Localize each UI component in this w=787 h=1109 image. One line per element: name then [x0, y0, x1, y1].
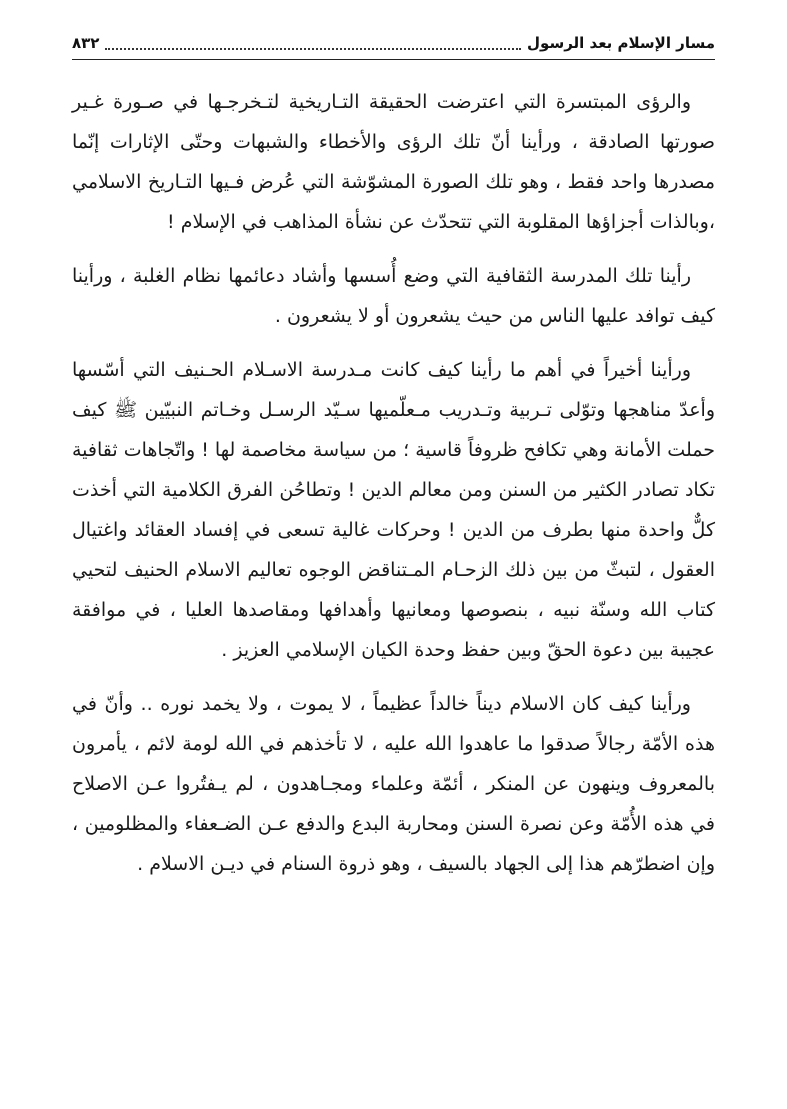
leader-dots — [105, 48, 521, 50]
paragraph-2: رأينا تلك المدرسة الثقافية التي وضع أُسسها وأشاد دعائمها نظام الغلبة ، ورأينا كيف توافد عليها الناس من حيث يشعرون أو لا يشعرون . — [72, 265, 715, 327]
page-number: ٨٣٢ — [72, 34, 100, 52]
header-rule — [72, 59, 715, 60]
paragraph-3: ورأينا أخيراً في أهم ما رأينا كيف كانت مـدرسة الاسـلام الحـنيف التي أسّسها وأعدّ مناهجها وتوّلى تـربية وتـدريب مـعلّميها سـيّد الرسـل وخـاتم النبيّين ﷺ كيف حملت الأمانة وهي تكافح ظروفاً قاسية ؛ من سياسة مخاصمة لها ! واتّجاهات ثقافية تكاد تصادر الكثير من السنن ومن معالم الدين ! وتطاحُن الفرق الكلامية التي أخذت كلٌّ واحدة منها بطرف من الدين ! وحركات غالية تسعى في إفساد العقائد واغتيال العقول ، لتبثّ من بين ذلك الزحـام المـتناقض الوجوه تعاليم الاسلام الحنيف لتحيي كتاب الله وسنّة نبيه ، بنصوصها ومعانيها وأهدافها ومقاصدها العليا ، في موافقة عجيبة بين دعوة الحقّ وبين حفظ وحدة الكيان الإسلامي العزيز . — [72, 359, 715, 661]
running-title: مسار الإسلام بعد الرسول — [527, 34, 715, 52]
paragraph-4: ورأينا كيف كان الاسلام ديناً خالداً عظيماً ، لا يموت ، ولا يخمد نوره .. وأنّ في هذه الأمّة رجالاً صدقوا ما عاهدوا الله عليه ، لا تأخذهم في الله لومة لائم ، يأمرون بالمعروف وينهون عن المنكر ، أئمّة وعلماء ومجـاهدون ، لم يـفتُروا عـن الاصلاح في هذه الأُمّة وعن نصرة السنن ومحاربة البدع والدفع عـن الضـعفاء والمظلومين ، وإن اضطرّهم هذا إلى الجهاد بالسيف ، وهو ذروة السنام في ديـن الاسلام . — [72, 693, 715, 875]
paragraph-1: والرؤى المبتسرة التي اعترضت الحقيقة التـاريخية لتـخرجـها في صـورة غـير صورتها الصادقة ، ورأينا أنّ تلك الرؤى والأخطاء والشبهات وحتّى الإثارات إنّما مصدرها واحد فقط ، وهو تلك الصورة المشوّشة التي عُرض فـيها التـاريخ الاسلامي ،وبالذات أجزاؤها المقلوبة التي تتحدّث عن نشأة المذاهب في الإسلام ! — [72, 91, 715, 233]
body-text — [72, 82, 715, 898]
running-header — [72, 30, 715, 56]
